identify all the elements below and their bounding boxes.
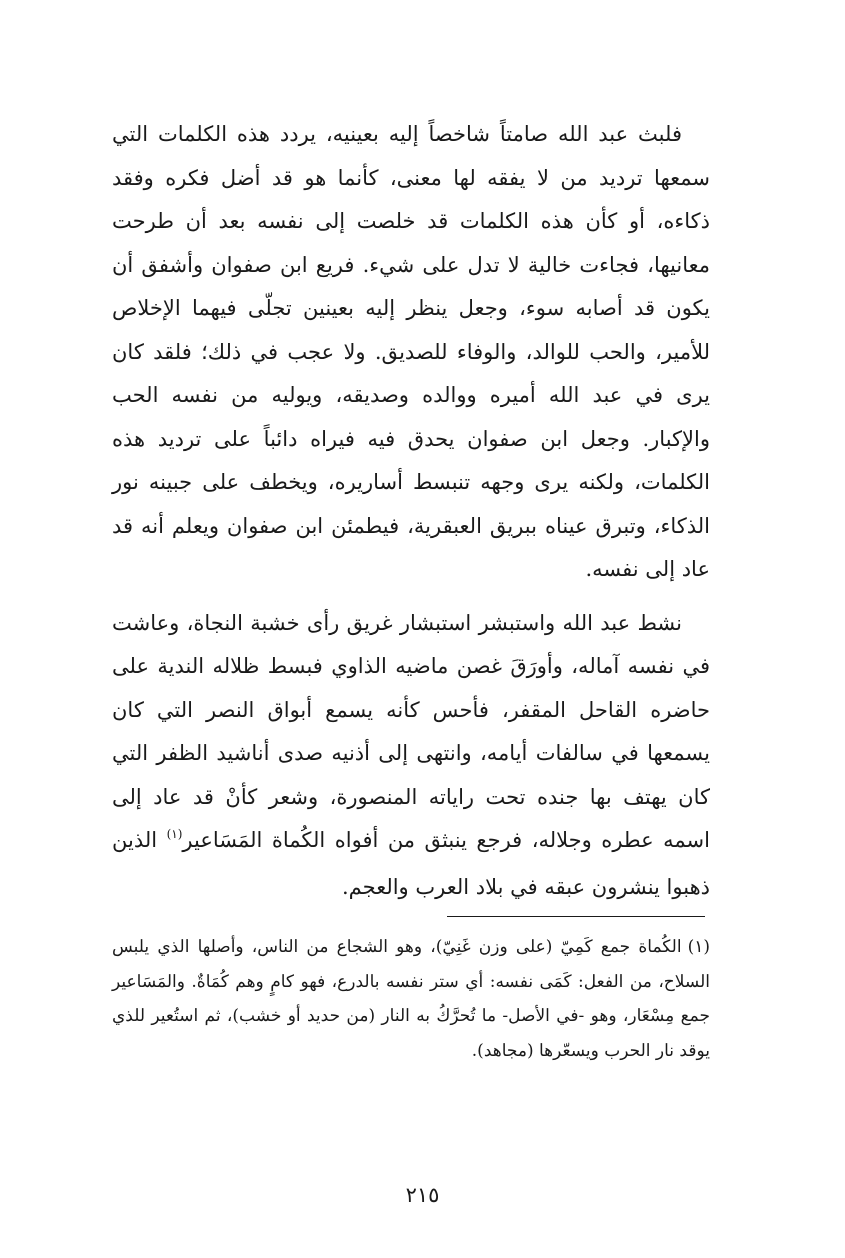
footnote-reference[interactable]: (١) <box>166 827 183 841</box>
paragraph-1 <box>112 113 710 592</box>
page-number: ٢١٥ <box>405 1183 440 1207</box>
paragraph-2 <box>112 602 710 910</box>
paragraph-2-text-end: الذين ذهبوا ينشرون عبقه في بلاد العرب والعجم. <box>112 828 710 899</box>
paragraph-1-text: فلبث عبد الله صامتاً شاخصاً إليه بعينيه، يردد هذه الكلمات التي سمعها ترديد من لا يفقه لها معنى، كأنما هو قد أضل فكره وفقد ذكاءه، أو كأن هذه الكلمات قد خلصت إلى نفسه بعد أن طرحت معانيها، فجاءت خالية لا تدل على شيء. فريع ابن صفوان وأشفق أن يكون قد أصابه سوء، وجعل ينظر إليه بعينين تجلّى فيهما الإخلاص للأمير، والحب للوالد، والوفاء للصديق. ولا عجب في ذلك؛ فلقد كان يرى في عبد الله أميره ووالده وصديقه، ويوليه من نفسه الحب والإكبار. وجعل ابن صفوان يحدق فيه فيراه دائباً على ترديد هذه الكلمات، ولكنه يرى وجهه تنبسط أساريره، ويخطف على جبينه نور الذكاء، وتبرق عيناه ببريق العبقرية، فيطمئن ابن صفوان ويعلم أنه قد عاد إلى نفسه. <box>112 122 710 581</box>
footnote-marker: (١) <box>687 937 710 957</box>
paragraph-2-text-start: نشط عبد الله واستبشر استبشار غريق رأى خشبة النجاة، وعاشت في نفسه آماله، وأورَقَ غصن ماضيه الذاوي فبسط ظلاله الندية على حاضره القاحل المقفر، فأحس كأنه يسمع أبواق النصر التي كان يسمعها في سالفات أيامه، وانتهى إلى أذنيه صدى أناشيد الظفر التي كان يهتف بها جنده تحت راياته المنصورة، وشعر كأنْ قد عاد إلى اسمه عطره وجلاله، فرجع ينبثق من أفواه الكُماة المَسَاعير <box>112 610 710 852</box>
footnote-divider <box>447 916 705 917</box>
main-text <box>112 113 710 909</box>
footnote <box>112 930 710 1068</box>
footnote-text: الكُماة جمع كَمِيّ (على وزن غَنِيّ)، وهو الشجاع من الناس، وأصلها الذي يلبس السلاح، من الفعل: كَمَى نفسه: أي ستر نفسه بالدرع، فهو كامٍ وهم كُمَاةٌ. والمَسَاعير جمع مِسْعَار، وهو -في الأصل- ما تُحرَّكُ به النار (من حديد أو خشب)، ثم استُعير للذي يوقد نار الحرب ويسعّرها (مجاهد). <box>112 937 710 1061</box>
